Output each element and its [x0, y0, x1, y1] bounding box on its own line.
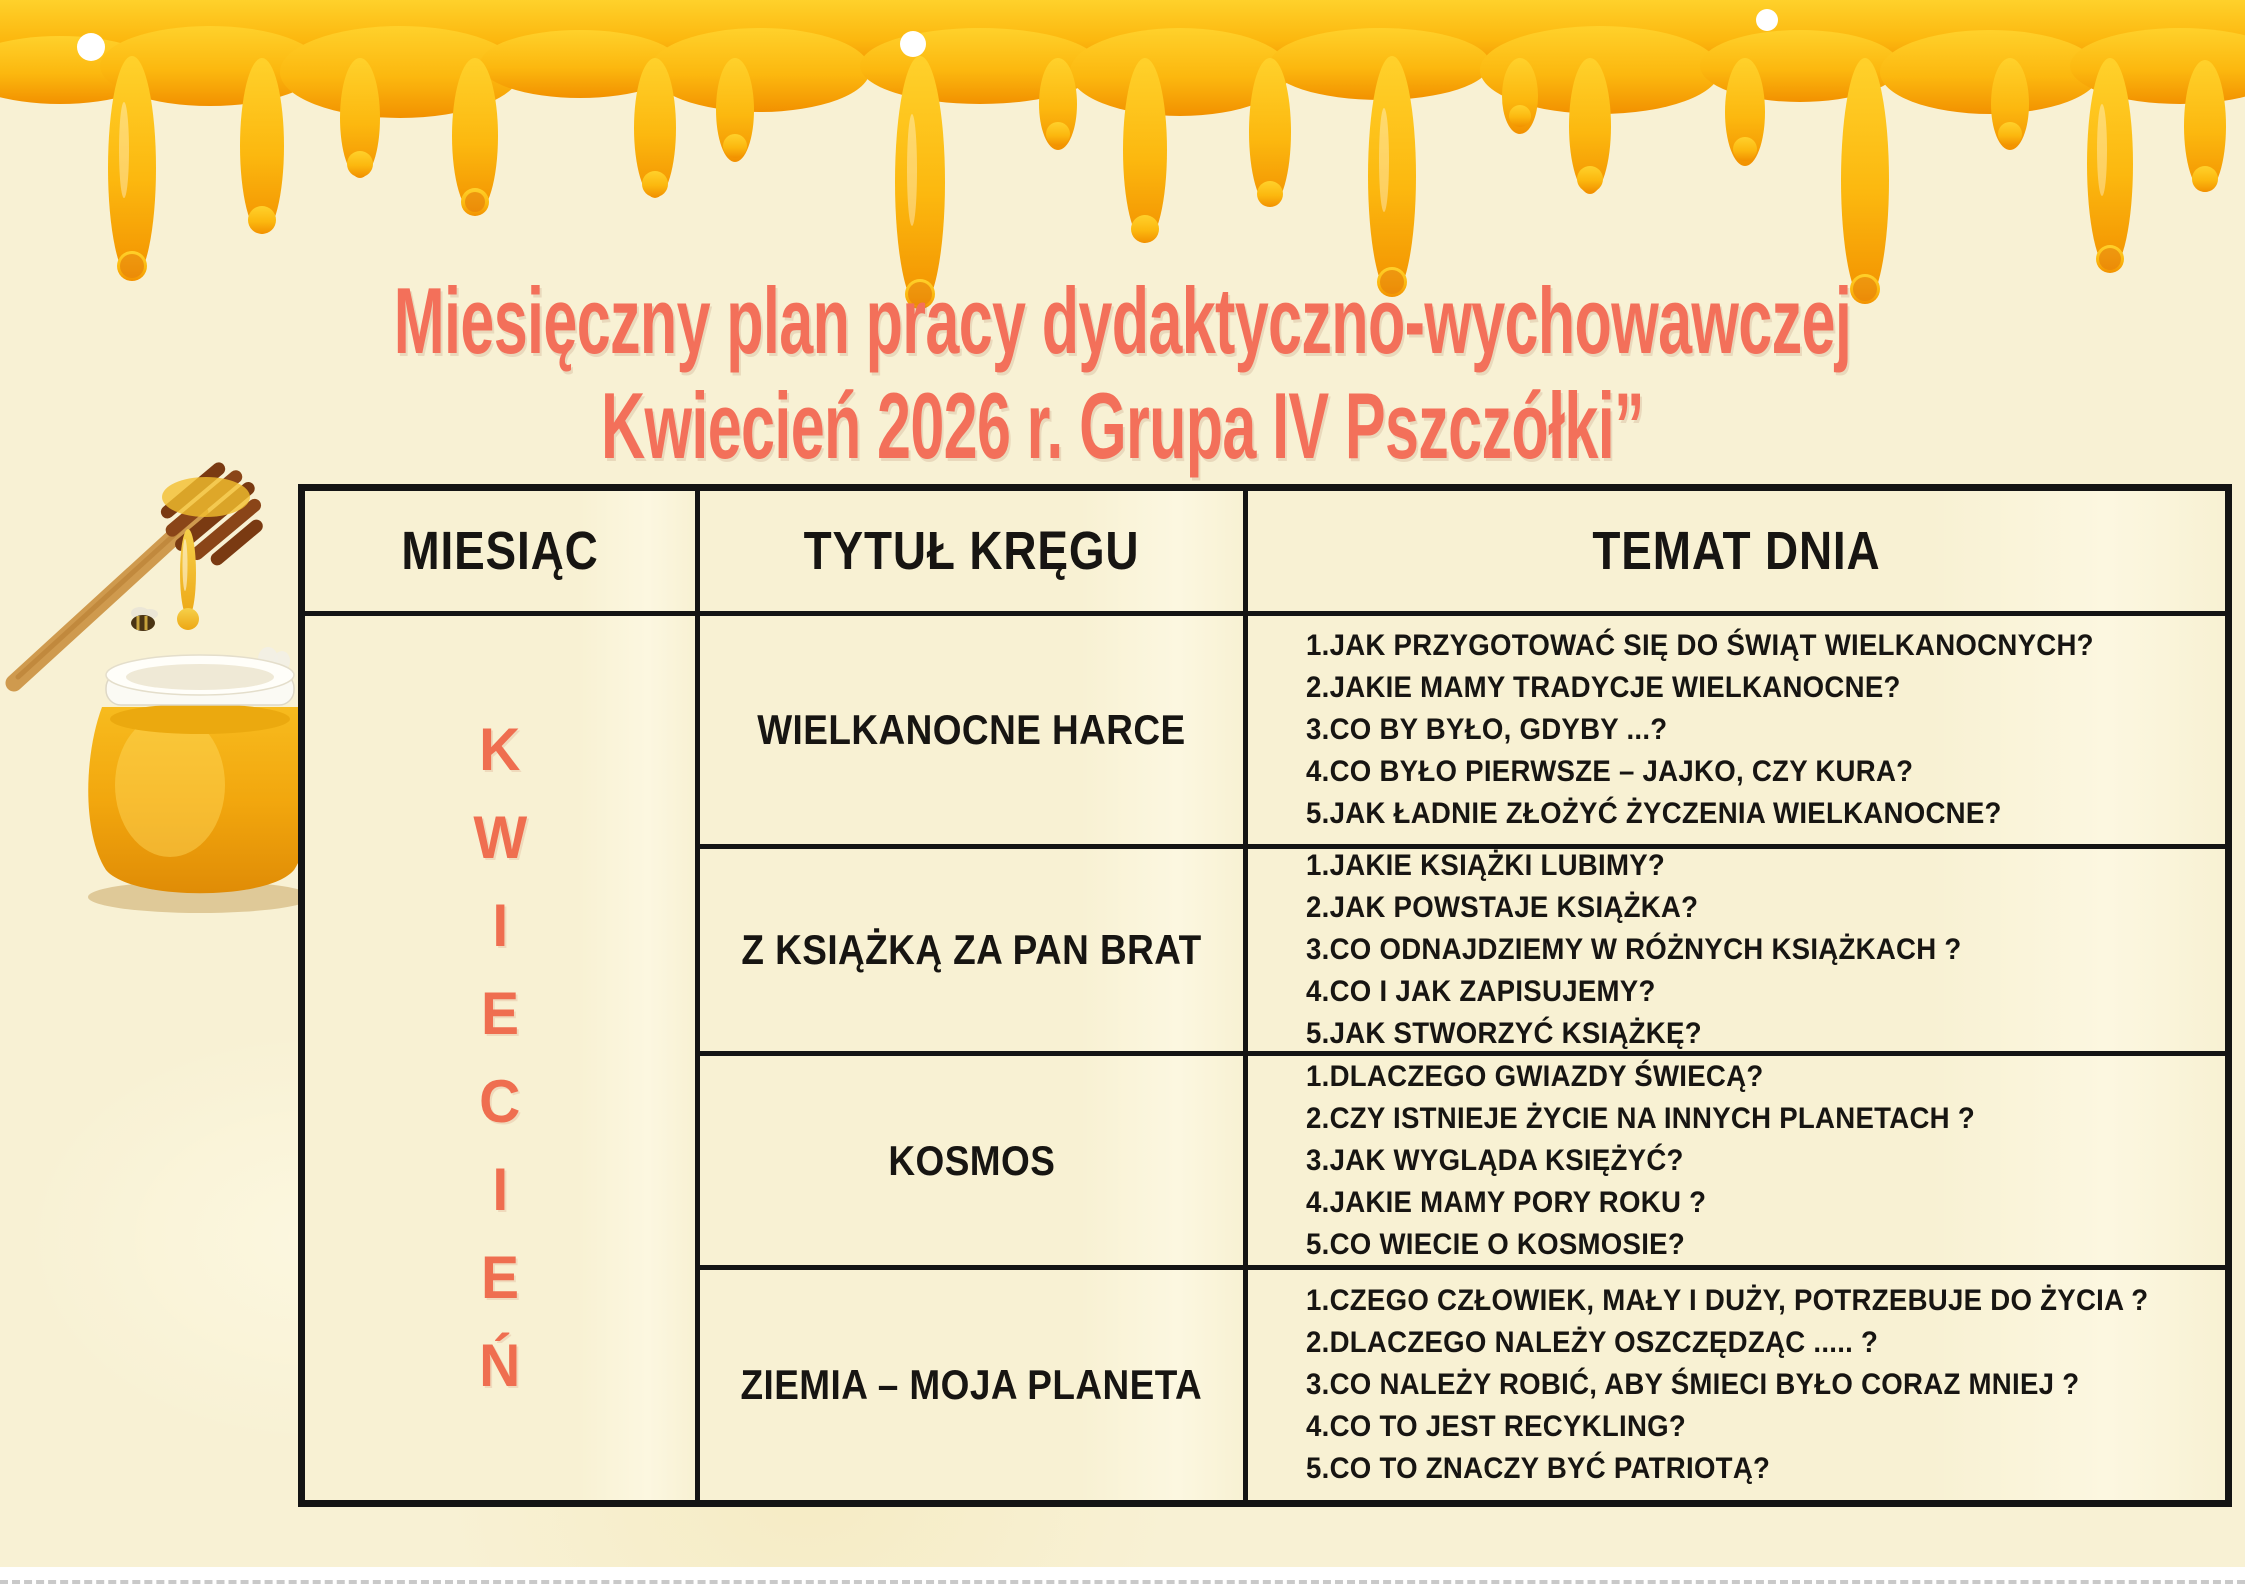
topic-item: 4.CO TO JEST RECYKLING?: [1306, 1410, 1687, 1443]
topics-cell: [1248, 1056, 2225, 1265]
circle-title: Z KSIĄŻKĄ ZA PAN BRAT: [741, 926, 1202, 973]
topics-cell: [1248, 849, 2225, 1051]
topic-item: 5.JAK STWORZYĆ KSIĄŻKĘ?: [1306, 1017, 1702, 1050]
header-label: TEMAT DNIA: [1592, 521, 1881, 581]
topic-item: 5.CO TO ZNACZY BYĆ PATRIOTĄ?: [1306, 1452, 1771, 1485]
circle-title: KOSMOS: [888, 1136, 1055, 1184]
topic-item: 5.JAK ŁADNIE ZŁOŻYĆ ŻYCZENIA WIELKANOCNE?: [1306, 797, 2002, 830]
header-label: MIESIĄC: [401, 521, 599, 581]
header-label: TYTUŁ KRĘGU: [803, 521, 1140, 581]
circle-title-cell: [700, 616, 1243, 844]
topic-item: 3.CO ODNAJDZIEMY W RÓŻNYCH KSIĄŻKACH ?: [1306, 933, 1962, 966]
topic-item: 4.JAKIE MAMY PORY ROKU ?: [1306, 1185, 1707, 1219]
topic-item: 2.JAK POWSTAJE KSIĄŻKA?: [1306, 891, 1699, 924]
month-letter: W: [473, 804, 527, 871]
month-cell-kwiecien: [305, 616, 695, 1500]
month-letter: C: [479, 1068, 521, 1135]
plan-table: [298, 484, 2232, 1507]
topic-item: 3.CO BY BYŁO, GDYBY ...?: [1306, 713, 1668, 746]
topic-item: 1.JAKIE KSIĄŻKI LUBIMY?: [1306, 849, 1666, 882]
topic-item: 4.CO BYŁO PIERWSZE – JAJKO, CZY KURA?: [1306, 755, 1914, 788]
header-cell-miesiac: [305, 491, 695, 611]
topic-item: 1.JAK PRZYGOTOWAĆ SIĘ DO ŚWIĄT WIELKANOCNYCH?: [1306, 629, 2094, 662]
topic-item: 1.DLACZEGO GWIAZDY ŚWIECĄ?: [1306, 1059, 1764, 1093]
header-cell-temat-dnia: [1248, 491, 2225, 611]
honey-dipper-icon: [14, 453, 279, 683]
honey-jar-illustration: [0, 425, 320, 925]
circle-title: WIELKANOCNE HARCE: [757, 706, 1186, 753]
topic-item: 2.JAKIE MAMY TRADYCJE WIELKANOCNE?: [1306, 671, 1901, 704]
month-letter: E: [480, 980, 520, 1047]
page-bottom-edge: [0, 1567, 2245, 1587]
circle-title: ZIEMIA – MOJA PLANETA: [740, 1361, 1203, 1408]
bottom-dashed-line: [0, 1580, 2245, 1584]
honey-jar-icon: [88, 655, 312, 893]
topic-item: 4.CO I JAK ZAPISUJEMY?: [1306, 975, 1656, 1008]
circle-title-cell: [700, 1056, 1243, 1265]
title-line-1: Miesięczny plan pracy dydaktyczno-wychowawczej: [393, 268, 1852, 373]
topic-item: 5.CO WIECIE O KOSMOSIE?: [1306, 1227, 1685, 1261]
header-cell-tytul-kregu: [700, 491, 1243, 611]
topic-item: 2.CZY ISTNIEJE ŻYCIE NA INNYCH PLANETACH ?: [1306, 1101, 1975, 1135]
topics-cell: [1248, 616, 2225, 844]
month-letter: E: [480, 1244, 520, 1311]
bee-icon: [131, 607, 158, 631]
circle-title-cell: [700, 1270, 1243, 1500]
month-letter: Ń: [479, 1332, 521, 1399]
circle-title-cell: [700, 849, 1243, 1051]
month-letter: K: [479, 716, 521, 783]
month-letter: I: [492, 1156, 508, 1223]
topic-item: 1.CZEGO CZŁOWIEK, MAŁY I DUŻY, POTRZEBUJE DO ŻYCIA ?: [1306, 1284, 2149, 1317]
month-letter: I: [492, 892, 508, 959]
topic-item: 2.DLACZEGO NALEŻY OSZCZĘDZĄC ..... ?: [1306, 1326, 1879, 1359]
topic-item: 3.CO NALEŻY ROBIĆ, ABY ŚMIECI BYŁO CORAZ MNIEJ ?: [1306, 1368, 2080, 1401]
page-title: [0, 268, 2245, 478]
topic-item: 3.JAK WYGLĄDA KSIĘŻYĆ?: [1306, 1143, 1684, 1177]
title-line-2: Kwiecień 2026 r. Grupa IV Pszczółki”: [601, 373, 1644, 478]
topics-cell: [1248, 1270, 2225, 1500]
